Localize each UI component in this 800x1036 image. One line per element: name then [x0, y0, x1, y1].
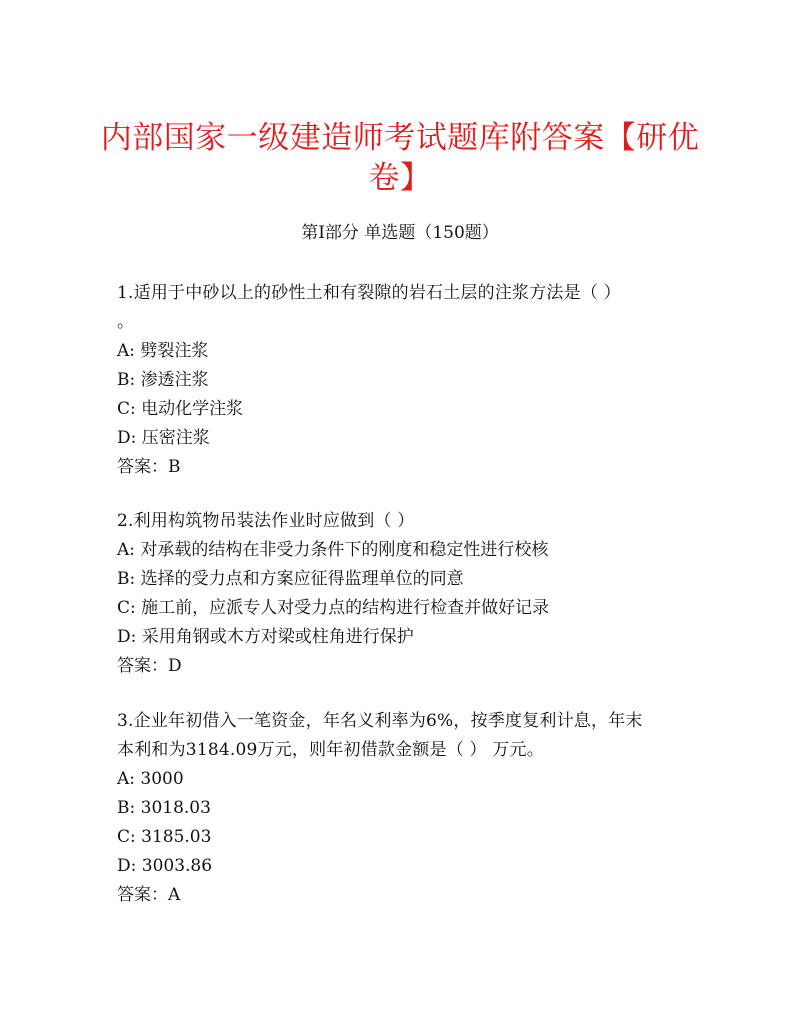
question-stem: 3.企业年初借入一笔资金，年名义利率为6%，按季度复利计息，年末	[117, 711, 643, 731]
option-c: C: 施工前，应派专人对受力点的结构进行检查并做好记录	[117, 598, 550, 618]
question-2	[117, 507, 677, 681]
option-d: D: 采用角钢或木方对梁或柱角进行保护	[117, 627, 414, 647]
option-c: C: 电动化学注浆	[117, 399, 244, 419]
option-d: D: 压密注浆	[117, 428, 210, 448]
answer: 答案：A	[117, 885, 181, 905]
answer: 答案：D	[117, 656, 182, 676]
answer: 答案：B	[117, 457, 181, 477]
option-b: B: 渗透注浆	[117, 370, 209, 390]
option-a: A: 劈裂注浆	[117, 341, 209, 361]
question-1	[117, 279, 677, 482]
option-b: B: 选择的受力点和方案应征得监理单位的同意	[117, 569, 464, 589]
section-heading: 第I部分 单选题（150题）	[301, 223, 499, 243]
question-stem-continued: 。	[117, 312, 135, 332]
option-a: A: 3000	[117, 769, 184, 789]
question-stem-continued: 本利和为3184.09万元，则年初借款金额是（ ） 万元。	[117, 740, 544, 760]
question-3	[117, 707, 677, 910]
question-stem: 2.利用构筑物吊装法作业时应做到（ ）	[117, 511, 415, 531]
document-title: 内部国家一级建造师考试题库附答案【研优卷】	[100, 120, 700, 196]
option-b: B: 3018.03	[117, 798, 211, 818]
option-c: C: 3185.03	[117, 827, 212, 847]
option-a: A: 对承载的结构在非受力条件下的刚度和稳定性进行校核	[117, 540, 549, 560]
option-d: D: 3003.86	[117, 856, 213, 876]
question-stem: 1.适用于中砂以上的砂性土和有裂隙的岩石土层的注浆方法是（ ）	[117, 283, 621, 303]
